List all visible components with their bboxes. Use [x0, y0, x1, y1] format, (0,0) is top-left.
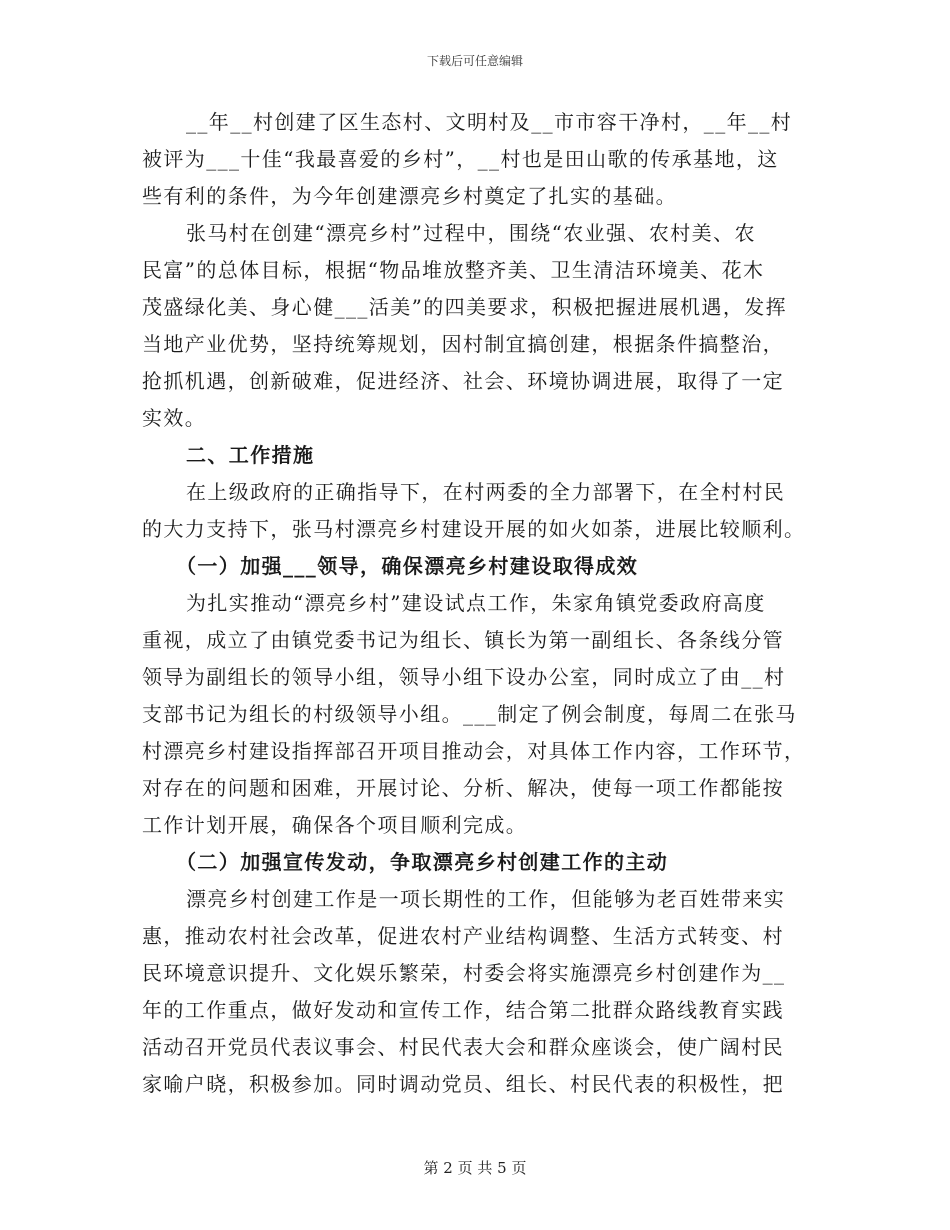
document-body: [142, 104, 806, 1103]
paragraph-line: 重视，成立了由镇党委书记为组长、镇长为第一副组长、各条线分管: [142, 628, 784, 652]
paragraph-line: 村漂亮乡村建设指挥部召开项目推动会，对具体工作内容，工作环节，: [142, 739, 806, 763]
paragraph-line: 些有利的条件，为今年创建漂亮乡村奠定了扎实的基础。: [142, 184, 677, 208]
paragraph-line: 被评为___十佳“我最喜爱的乡村”，__村也是田山歌的传承基地，这: [142, 147, 779, 171]
page-footer: 第 2 页 共 5 页: [423, 1159, 527, 1177]
paragraph-line: 实效。: [142, 406, 207, 430]
section-heading-line: 二、工作措施: [186, 443, 315, 467]
paragraph-line: 漂亮乡村创建工作是一项长期性的工作，但能够为老百姓带来实: [186, 887, 786, 911]
paragraph-line: 工作计划开展，确保各个项目顺利完成。: [142, 813, 528, 837]
page-header: 下载后可任意编辑: [426, 54, 523, 68]
paragraph-line: 民富”的总体目标，根据“物品堆放整齐美、卫生清洁环境美、花木: [142, 258, 765, 282]
section-heading-line: （一）加强___领导，确保漂亮乡村建设取得成效: [176, 554, 639, 578]
section-heading-line: （二）加强宣传发动，争取漂亮乡村创建工作的主动: [176, 850, 669, 874]
paragraph-line: 张马村在创建“漂亮乡村”过程中，围绕“农业强、农村美、农: [186, 221, 756, 245]
paragraph-line: 活动召开党员代表议事会、村民代表大会和群众座谈会，使广阔村民: [142, 1035, 784, 1059]
paragraph-line: __年__村创建了区生态村、文明村及__市市容干净村，__年__村: [186, 110, 793, 134]
paragraph-line: 领导为副组长的领导小组，领导小组下设办公室，同时成立了由__村: [142, 665, 786, 689]
paragraph-line: 年的工作重点，做好发动和宣传工作，结合第二批群众路线教育实践: [142, 998, 784, 1022]
paragraph-line: 惠，推动农村社会改革，促进农村产业结构调整、生活方式转变、村: [142, 924, 784, 948]
paragraph-line: 在上级政府的正确指导下，在村两委的全力部署下，在全村村民: [186, 480, 786, 504]
paragraph-line: 对存在的问题和困难，开展讨论、分析、解决，使每一项工作都能按: [142, 776, 784, 800]
paragraph-line: 当地产业优势，坚持统筹规划，因村制宜搞创建，根据条件搞整治，: [142, 332, 784, 356]
paragraph-line: 为扎实推动“漂亮乡村”建设试点工作，朱家角镇党委政府高度: [186, 591, 766, 615]
paragraph-line: 茂盛绿化美、身心健___活美”的四美要求，积极把握进展机遇，发挥: [142, 295, 788, 319]
paragraph-line: 家喻户晓，积极参加。同时调动党员、组长、村民代表的积极性，把: [142, 1072, 784, 1096]
paragraph-line: 民环境意识提升、文化娱乐繁荣，村委会将实施漂亮乡村创建作为__: [142, 961, 786, 985]
paragraph-line: 支部书记为组长的村级领导小组。___制定了例会制度，每周二在张马: [142, 702, 797, 726]
paragraph-line: 的大力支持下，张马村漂亮乡村建设开展的如火如荼，进展比较顺利。: [142, 517, 806, 541]
paragraph-line: 抢抓机遇，创新破难，促进经济、社会、环境协调进展，取得了一定: [142, 369, 784, 393]
